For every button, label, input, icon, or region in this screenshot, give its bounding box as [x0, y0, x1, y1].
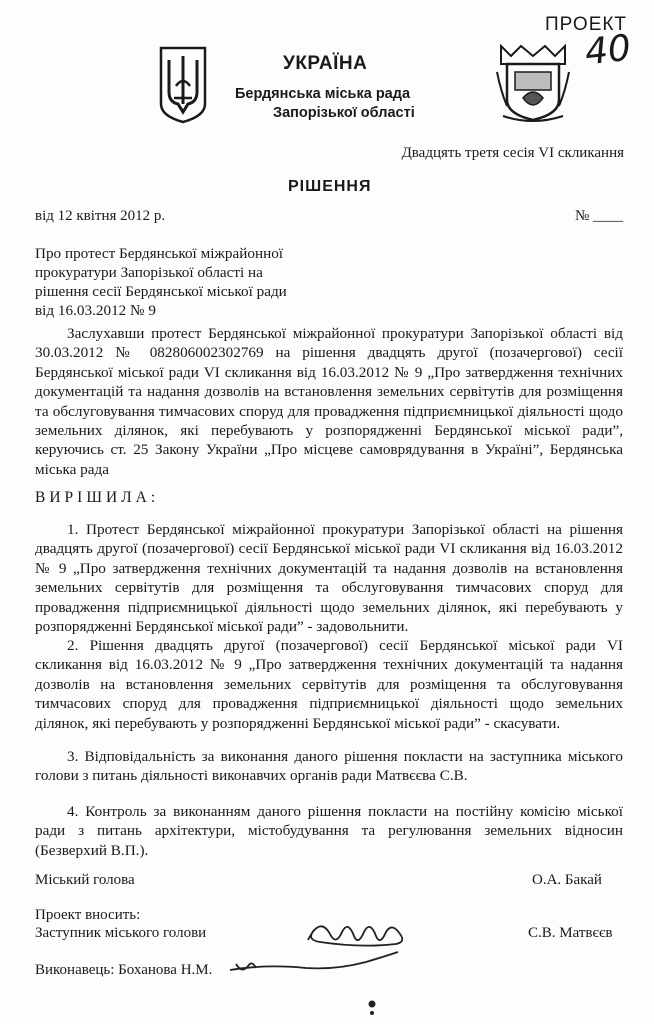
document-date: від 12 квітня 2012 р. — [35, 208, 166, 224]
city-coat-of-arms-icon — [493, 42, 573, 124]
header-country: УКРАЇНА — [283, 53, 368, 74]
resolution-item-text: 3. Відповідальність за виконання даного рішення покласти на заступника міського голови з питань діяльності виконавчих органів ради Матвєєва С.В. — [35, 748, 623, 785]
resolution-item — [35, 802, 623, 860]
resolution-item — [35, 636, 623, 733]
header-council: Бердянська міська рада — [235, 86, 411, 102]
trident-emblem-icon — [158, 46, 208, 124]
session-line: Двадцять третя сесія VI скликання — [401, 145, 624, 161]
document-subject: Про протест Бердянської міжрайонної прокуратури Запорізької області на рішення сесії Бердянської міської ради від 16.03.2012 № 9 — [35, 245, 287, 319]
resolution-item — [35, 520, 623, 636]
resolution-item-text: 4. Контроль за виконанням даного рішення покласти на постійну комісію міської ради з питань архітектури, містобудування та регулювання земельних відносин (Безверхий В.П.). — [35, 803, 623, 859]
resolved-heading: ВИРІШИЛА: — [35, 489, 160, 506]
resolution-item-text: 1. Протест Бердянської міжрайонної прокуратури Запорізької області на рішення двадцять другої (позачергової) сесії Бердянської міської ради VI скликання від 16.03.2012 № 9 „Про затвердження технічних документацій та надання дозволів на встановлення земельних сервітутів для розміщення та обслуговування тимчасових споруд для провадження підприємницької діяльності щодо земельних ділянок, які перебувають у розпорядженні Бердянської міської ради” - задовольнити. — [35, 521, 623, 636]
mayor-title: Міський голова — [35, 872, 135, 888]
proposer-label: Проект вносить: — [35, 907, 141, 923]
deputy-name: С.В. Матвєєв — [528, 925, 613, 941]
ink-mark-icon — [365, 998, 379, 1018]
executor-label: Виконавець: Боханова Н.М. — [35, 962, 213, 978]
document-number: № ____ — [575, 208, 624, 224]
header-region: Запорізької області — [273, 105, 415, 121]
resolution-item-text: 2. Рішення двадцять другої (позачергової) сесії Бердянської міської ради VI скликання від 16.03.2012 № 9 „Про затвердження технічних документацій та надання дозволів на встановлення земельних сервітутів для розміщення та обслуговування тимчасових споруд для провадження підприємницької діяльності щодо земельних ділянок, які перебувають у розпорядженні Бердянської міської ради” - скасувати. — [35, 637, 623, 732]
deputy-signature-icon — [300, 912, 410, 952]
project-stamp: ПРОЕКТ — [545, 14, 628, 35]
preamble-text: Заслухавши протест Бердянської міжрайонної прокуратури Запорізької області від 30.03.2012 № 082806002302769 на рішення двадцять другої (позачергової) сесії Бердянської міської ради VI скликання від 16.03.2012 № 9 „Про затвердження технічних документацій та надання дозволів на встановлення земельних сервітутів для розміщення та обслуговування тимчасових споруд для провадження підприємницької діяльності щодо земельних ділянок, які перебувають у розпорядженні Бердянської міської ради”, керуючись ст. 25 Закону України „Про місцеве самоврядування в Україні”, Бердянська міська рада — [35, 325, 623, 478]
executor-signature-icon — [226, 948, 406, 988]
preamble-paragraph — [35, 324, 623, 479]
document-title: РІШЕННЯ — [288, 178, 372, 195]
mayor-name: О.А. Бакай — [532, 872, 602, 888]
resolution-item — [35, 747, 623, 786]
project-number: 40 — [582, 27, 633, 74]
deputy-title: Заступник міського голови — [35, 925, 207, 941]
